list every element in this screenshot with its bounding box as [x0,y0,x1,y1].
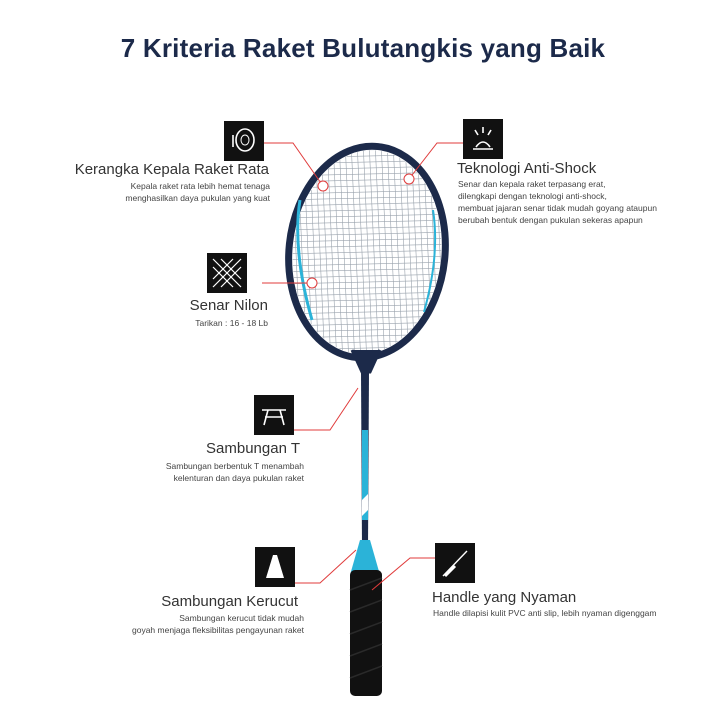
handle-grip-icon [435,543,475,583]
page-title: 7 Kriteria Raket Bulutangkis yang Baik [120,33,606,63]
racket-head-accent [298,200,312,320]
anti-shock-desc: Senar dan kepala raket terpasang erat, dilengkapi dengan teknologi anti-shock, membuat jajaran senar tidak mudah goyang ataupun berubah bentuk dengan pukulan sekeras apapun [458,179,657,225]
string-heading: Senar Nilon [189,297,268,314]
racket-strings [280,136,457,365]
racket-cone [350,540,380,575]
cone-joint-icon [255,547,295,587]
t-joint-icon [254,395,294,435]
handle-desc: Handle dilapisi kulit PVC anti slip, lebih nyaman digenggam [433,608,657,618]
t-joint-heading: Sambungan T [206,440,300,457]
racket-head-icon [224,121,264,161]
shock-absorb-icon [463,119,503,159]
racket-throat [352,350,380,372]
handle-heading: Handle yang Nyaman [432,589,577,606]
string-mesh-icon [207,253,247,293]
frame-desc: Kepala raket rata lebih hemat tenaga menghasilkan daya pukulan yang kuat [125,181,270,203]
anti-shock-heading: Teknologi Anti-Shock [457,160,597,177]
string-desc: Tarikan : 16 - 18 Lb [195,318,268,328]
t-joint-desc: Sambungan berbentuk T menambah kelenturan dan daya pukulan raket [165,461,304,483]
cone-desc: Sambungan kerucut tidak mudah goyah menjaga fleksibilitas pengayunan raket [131,613,304,635]
frame-heading: Kerangka Kepala Raket Rata [74,161,269,178]
cone-heading: Sambungan Kerucut [161,593,298,610]
